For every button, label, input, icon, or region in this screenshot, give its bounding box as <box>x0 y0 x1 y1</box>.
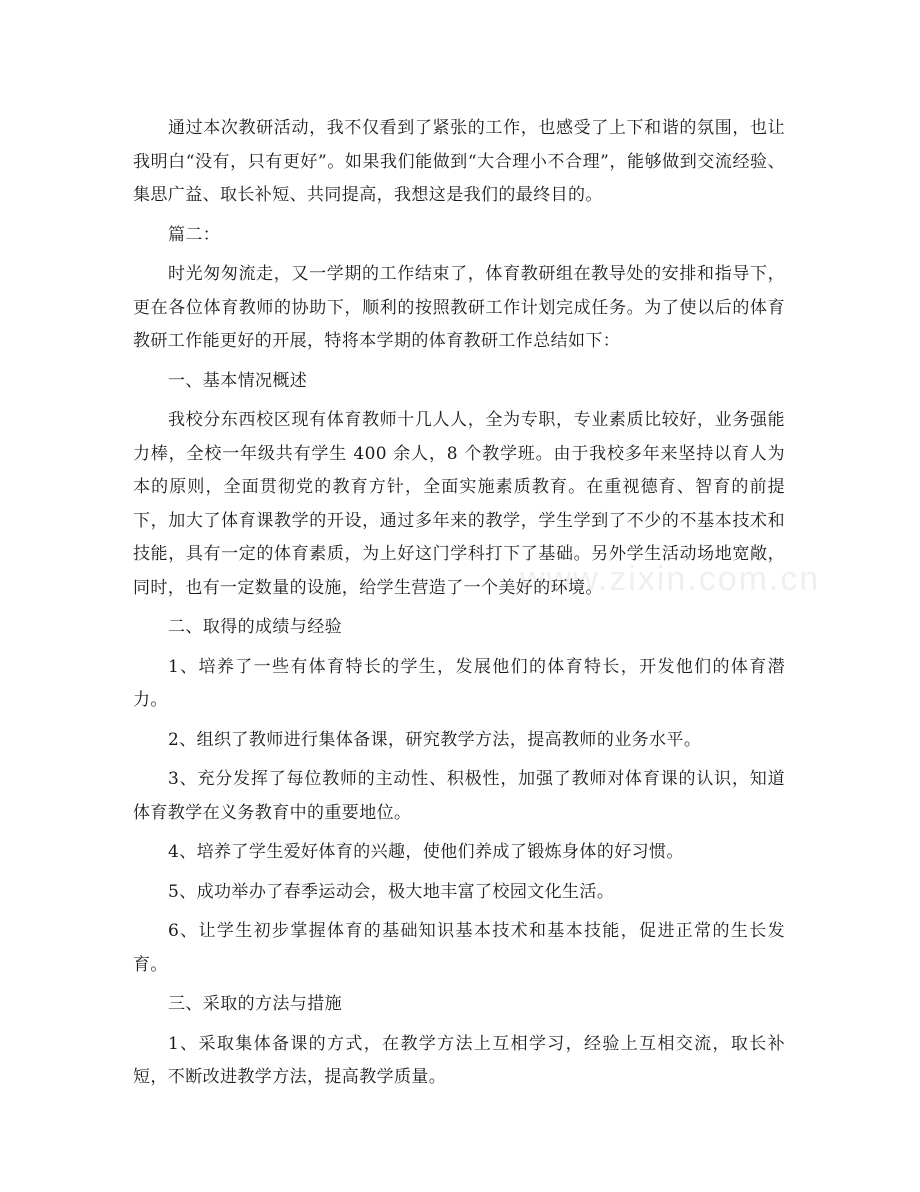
list-item-achievement-2: 2、组织了教师进行集体备课，研究教学方法，提高教师的业务水平。 <box>168 729 702 750</box>
list-item-achievement-5: 5、成功举办了春季运动会，极大地丰富了校园文化生活。 <box>168 881 615 902</box>
paragraph-intro: 通过本次教研活动，我不仅看到了紧张的工作，也感受了上下和谐的氛围，也让我明白“没有，只有更好”。如果我们能做到“大合理小不合理”，能够做到交流经验、集思广益、取长补短、共同提高，我想这是我们的最终目的。 <box>133 118 785 205</box>
list-item-achievement-6: 6、让学生初步掌握体育的基础知识基本技术和基本技能，促进正常的生长发育。 <box>133 921 785 975</box>
list-item-method-1: 1、采取集体备课的方式，在教学方法上互相学习，经验上互相交流，取长补短，不断改进教学方法，提高教学质量。 <box>133 1033 785 1087</box>
watermark: www.zixin.com.cn <box>520 560 821 598</box>
paragraph-basic-info: 我校分东西校区现有体育教师十几人人，全为专职，专业素质比较好，业务强能力棒，全校一年级共有学生 400 余人，8 个教学班。由于我校多年来坚持以育人为本的原则，全面贯彻党的教育方针，全面实施素质教育。在重视德育、智育的前提下，加大了体育课教学的开设，通过多年来的教学，学生学到了不少的不基本技术和技能，具有一定的体育素质，为上好这门学科打下了基础。另外学生活动场地宽敞，同时，也有一定数量的设施，给学生营造了一个美好的环境。 <box>133 410 785 598</box>
list-item-achievement-3: 3、充分发挥了每位教师的主动性、积极性，加强了教师对体育课的认识，知道体育教学在义务教育中的重要地位。 <box>133 769 785 823</box>
paragraph-summary-intro: 时光匆匆流走，又一学期的工作结束了，体育教研组在教导处的安排和指导下，更在各位体育教师的协助下，顺利的按照教研工作计划完成任务。为了使以后的体育教研工作能更好的开展，特将本学期的体育教研工作总结如下： <box>133 264 785 351</box>
paragraph-part-two-heading: 篇二： <box>168 224 221 245</box>
document-body <box>133 112 785 1101</box>
section-heading-methods: 三、采取的方法与措施 <box>168 994 342 1014</box>
list-item-achievement-4: 4、培养了学生爱好体育的兴趣，使他们养成了锻炼身体的好习惯。 <box>168 842 684 862</box>
section-heading-basic-info: 一、基本情况概述 <box>168 370 308 391</box>
section-heading-achievements: 二、取得的成绩与经验 <box>168 617 342 637</box>
list-item-achievement-1: 1、培养了一些有体育特长的学生，发展他们的体育特长，开发他们的体育潜力。 <box>133 656 785 710</box>
